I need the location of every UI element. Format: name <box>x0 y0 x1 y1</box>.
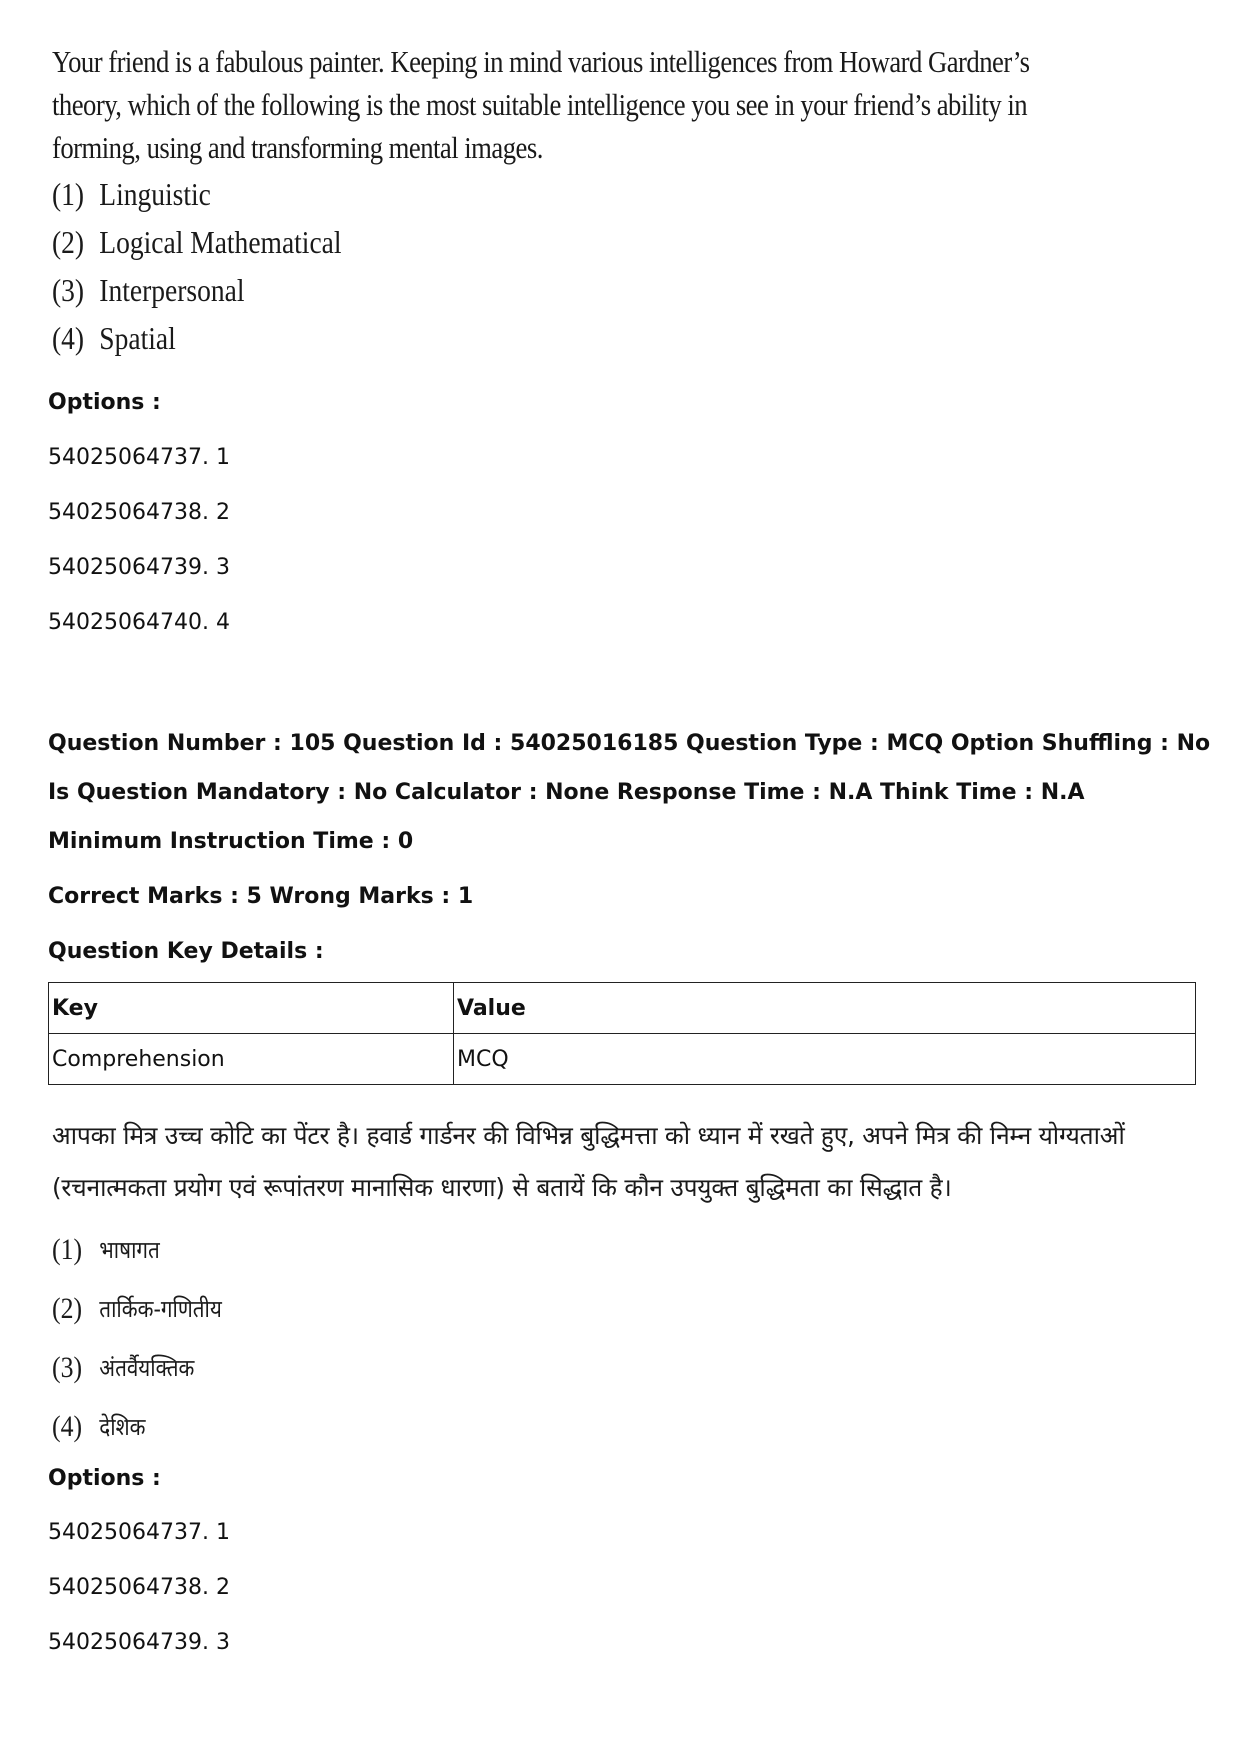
options-heading: Options : <box>48 390 161 415</box>
choice-text: Linguistic <box>99 175 211 212</box>
table-cell-value: MCQ <box>454 1034 1196 1085</box>
table-header-value: Value <box>454 983 1196 1034</box>
question-image-english <box>52 40 1030 362</box>
choice-text: तार्किक-गणितीय <box>99 1295 222 1323</box>
choice-number: (4) <box>52 319 85 356</box>
marks-line: Correct Marks : 5 Wrong Marks : 1 <box>48 884 474 909</box>
choice-number: (1) <box>52 175 85 212</box>
choice-item <box>52 218 826 266</box>
choice-number: (2) <box>52 1291 83 1325</box>
choice-item <box>52 1220 826 1279</box>
table-cell-key: Comprehension <box>49 1034 454 1085</box>
question-text-line: आपका मित्र उच्च कोटि का पेंटर है। हवार्ड गार्डनर की विभिन्न बुद्धिमत्ता को ध्यान में रखते हुए, अपने मित्र की निम्न योग्यताओं <box>52 1121 1125 1150</box>
choice-text: Logical Mathematical <box>99 223 342 260</box>
question-text-line: forming, using and transforming mental images. <box>52 130 543 165</box>
choice-item <box>52 170 826 218</box>
option-id-line: 54025064739. 3 <box>48 555 230 580</box>
question-meta-line: Question Number : 105 Question Id : 54025016185 Question Type : MCQ Option Shuffling : No <box>48 731 1211 756</box>
question-text-line: (रचनात्मकता प्रयोग एवं रूपांतरण मानासिक धारणा) से बतायें कि कौन उपयुक्त बुद्धिमता का सिद्धात है। <box>52 1173 952 1202</box>
choice-number: (3) <box>52 271 85 308</box>
choice-number: (1) <box>52 1232 83 1266</box>
choice-text: अंतर्वैयक्तिक <box>99 1354 195 1382</box>
table-row <box>49 1034 1196 1085</box>
option-id-line: 54025064740. 4 <box>48 610 230 635</box>
question-image-hindi <box>52 1110 1125 1456</box>
question-text-line: theory, which of the following is the most suitable intelligence you see in your friend’s ability in <box>52 87 1028 122</box>
question-choices <box>52 1220 952 1456</box>
option-id-line: 54025064738. 2 <box>48 500 230 525</box>
choice-text: Interpersonal <box>99 271 245 308</box>
table-header-row <box>49 983 1196 1034</box>
question-meta-line: Minimum Instruction Time : 0 <box>48 829 414 854</box>
question-choices <box>52 170 952 362</box>
key-details-table <box>48 982 1196 1085</box>
choice-item <box>52 1397 826 1456</box>
choice-item <box>52 1338 826 1397</box>
choice-text: देशिक <box>99 1413 146 1441</box>
option-id-line: 54025064738. 2 <box>48 1575 230 1600</box>
table-header-key: Key <box>49 983 454 1034</box>
choice-item <box>52 1279 826 1338</box>
question-text-line: Your friend is a fabulous painter. Keeping in mind various intelligences from Howard Gardner’s <box>52 44 1030 79</box>
choice-number: (4) <box>52 1409 83 1443</box>
choice-item <box>52 266 826 314</box>
option-id-line: 54025064737. 1 <box>48 1520 230 1545</box>
choice-number: (2) <box>52 223 85 260</box>
options-heading: Options : <box>48 1466 161 1491</box>
choice-text: Spatial <box>99 319 176 356</box>
choice-item <box>52 314 826 362</box>
option-id-line: 54025064737. 1 <box>48 445 230 470</box>
key-details-heading: Question Key Details : <box>48 939 324 964</box>
choice-number: (3) <box>52 1350 83 1384</box>
option-id-line: 54025064739. 3 <box>48 1630 230 1655</box>
choice-text: भाषागत <box>99 1236 160 1264</box>
question-meta-line: Is Question Mandatory : No Calculator : None Response Time : N.A Think Time : N.A <box>48 780 1085 805</box>
